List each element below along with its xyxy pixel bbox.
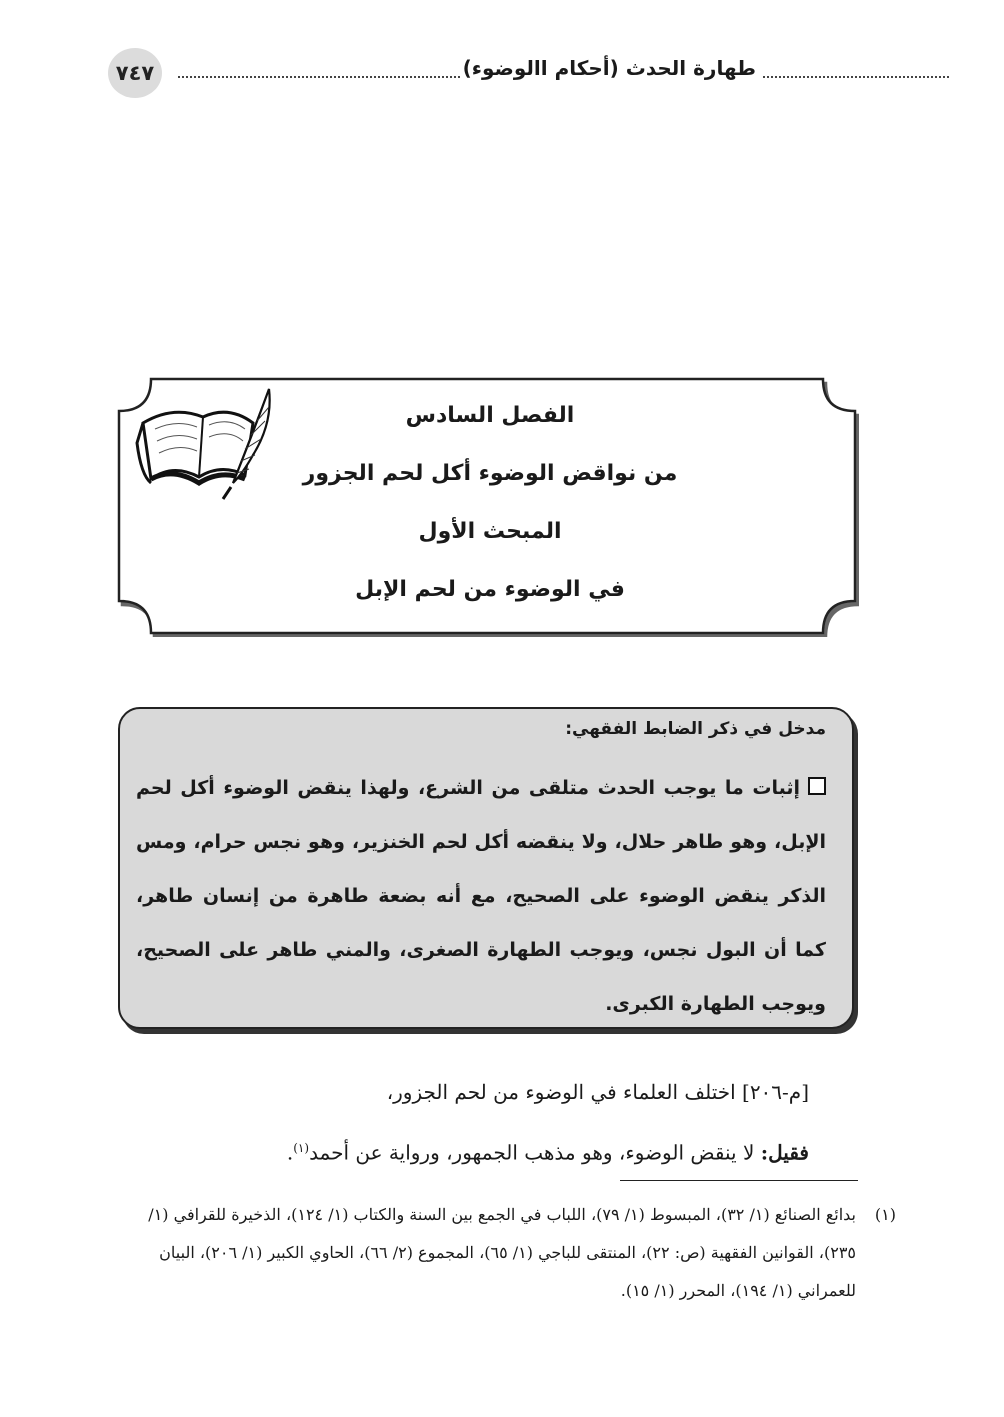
footnote-reference[interactable]: (١): [293, 1141, 310, 1155]
chapter-title: من نواقض الوضوء أكل لحم الجزور: [302, 461, 678, 486]
opinion-end: .: [286, 1140, 294, 1165]
book-and-quill-icon: [133, 383, 273, 503]
running-header: [108, 48, 848, 100]
chapter-label: الفصل السادس: [405, 403, 575, 428]
footnote-text: بدائع الصنائع (١/ ٣٢)، المبسوط (١/ ٧٩)، اللباب في الجمع بين السنة والكتاب (١/ ١٢٤)، الذخيرة للقرافي (١/ ٢٣٥)، القوانين الفقهية (ص: ٢٢)، المنتقى للباجي (١/ ٦٥)، المجموع (٢/ ٦٦)، الحاوي الكبير (١/ ٢٠٦)، البيان للعمراني (١/ ١٩٤)، المحرر (١/ ١٥).: [148, 1205, 856, 1300]
intro-text: [136, 761, 826, 1031]
body-line-2: [130, 1120, 809, 1181]
intro-heading: مدخل في ذكر الضابط الفقهي:: [565, 719, 826, 739]
body-line-1: [م-٢٠٦] اختلف العلماء في الوضوء من لحم الجزور،: [386, 1080, 809, 1104]
running-title: طهارة الحدث (أحكام االوضوء): [462, 56, 756, 80]
intro-box: [118, 707, 854, 1029]
footnote-marker: (١): [874, 1205, 896, 1224]
intro-paragraph: إثبات ما يوجب الحدث متلقى من الشرع، ولهذا ينقض الوضوء أكل لحم الإبل، وهو طاهر حلال، ولا ينقضه أكل لحم الخنزير، وهو نجس حرام، ومس الذكر ينقض الوضوء على الصحيح، مع أنه بضعة طاهرة من إنسان طاهر، كما أن البول نجس، ويوجب الطهارة الصغرى، والمني طاهر على الصحيح، ويوجب الطهارة الكبرى.: [136, 777, 826, 1015]
body-text: [130, 1064, 809, 1181]
opinion-text: لا ينقض الوضوء، وهو مذهب الجمهور، ورواية عن أحمد: [309, 1140, 761, 1165]
footnote-separator: [620, 1180, 858, 1181]
section-title: في الوضوء من لحم الإبل: [355, 577, 625, 602]
checkbox-bullet-icon: [808, 777, 826, 795]
section-label: المبحث الأول: [418, 519, 562, 544]
header-dotted-leader-right: [763, 76, 949, 78]
opinion-lead: فقيل:: [760, 1140, 809, 1165]
chapter-frame: [115, 375, 859, 637]
page-number: ٧٤٧: [108, 48, 162, 98]
header-dotted-leader-left: [178, 76, 460, 78]
